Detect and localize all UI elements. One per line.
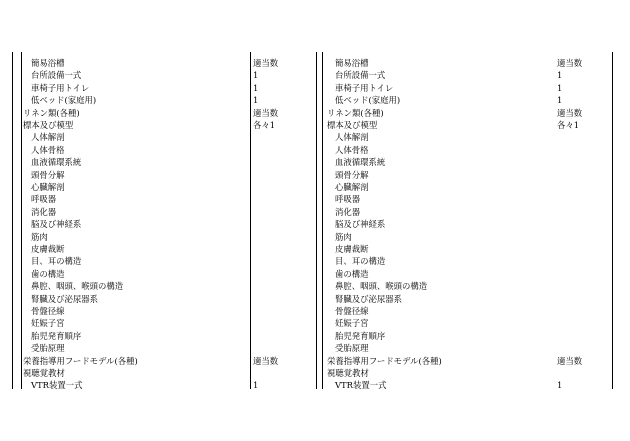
item-name: 頭骨分解	[31, 169, 65, 180]
item-name: 血液循環系統	[31, 157, 82, 168]
table-row	[0, 293, 630, 305]
item-quantity: 1	[557, 380, 563, 391]
table-row	[0, 193, 630, 205]
item-name: 鼻腔、咽頭、喉頭の構造	[335, 281, 428, 292]
table-row	[0, 317, 630, 329]
table-row	[0, 82, 630, 94]
item-name: 脳及び神経系	[335, 219, 386, 230]
table-row	[0, 107, 630, 119]
table-row	[0, 94, 630, 106]
table-row	[0, 144, 630, 156]
table-row	[0, 119, 630, 131]
item-quantity: 適当数	[253, 355, 279, 366]
item-name: 栄養指導用フードモデル(各種)	[327, 355, 442, 366]
item-name: 皮膚裁断	[335, 244, 369, 254]
item-quantity: 1	[253, 70, 259, 81]
table-row	[0, 305, 630, 317]
item-name: 台所設備一式	[31, 70, 82, 81]
item-quantity: 各々1	[557, 120, 580, 130]
table-row	[0, 181, 630, 193]
item-name: VTR装置一式	[31, 380, 83, 391]
item-name: 歯の構造	[335, 268, 369, 279]
table-row	[0, 379, 630, 391]
table-row	[0, 206, 630, 218]
item-name: 受胎原理	[335, 343, 369, 354]
item-name: 妊娠子宮	[335, 318, 369, 329]
table-row	[0, 156, 630, 168]
table-row	[0, 330, 630, 342]
item-name: 腎臓及び泌尿器系	[31, 293, 98, 304]
item-name: 車椅子用トイレ	[335, 82, 394, 93]
item-name: 胎児発育順序	[335, 330, 386, 341]
item-name: 簡易浴槽	[335, 58, 369, 68]
item-name: 皮膚裁断	[31, 244, 65, 254]
item-name: 目、耳の構造	[335, 256, 386, 267]
item-name: 車椅子用トイレ	[31, 82, 90, 93]
item-name: 脳及び神経系	[31, 219, 82, 230]
item-name: 筋肉	[31, 231, 48, 242]
item-quantity: 1	[253, 95, 259, 106]
item-name: 腎臓及び泌尿器系	[335, 293, 402, 304]
item-quantity: 適当数	[557, 58, 583, 68]
item-quantity: 1	[557, 70, 563, 81]
item-name: 人体解剖	[335, 132, 369, 143]
item-quantity: 適当数	[557, 107, 583, 118]
item-name: 歯の構造	[31, 268, 65, 279]
item-name: 消化器	[335, 206, 361, 217]
table-row	[0, 255, 630, 267]
item-name: 心臓解剖	[335, 182, 369, 192]
item-name: 妊娠子宮	[31, 318, 65, 329]
item-name: 人体骨格	[31, 144, 65, 155]
item-name: 鼻腔、咽頭、喉頭の構造	[31, 281, 124, 292]
item-name: 栄養指導用フードモデル(各種)	[23, 355, 138, 366]
item-name: 頭骨分解	[335, 169, 369, 180]
item-name: リネン類(各種)	[327, 107, 384, 118]
table-row	[0, 231, 630, 243]
item-name: 消化器	[31, 206, 57, 217]
item-name: 視聴覚教材	[23, 368, 65, 378]
item-name: 目、耳の構造	[31, 256, 82, 267]
item-name: 呼吸器	[31, 194, 57, 205]
item-name: リネン類(各種)	[23, 107, 80, 118]
item-name: 標本及び模型	[327, 120, 378, 130]
item-name: 受胎原理	[31, 343, 65, 354]
item-name: 低ベッド(家庭用)	[335, 95, 401, 106]
table-row	[0, 355, 630, 367]
item-name: VTR装置一式	[335, 380, 387, 391]
table-row	[0, 268, 630, 280]
item-quantity: 適当数	[253, 107, 279, 118]
item-name: 人体解剖	[31, 132, 65, 143]
table-row	[0, 57, 630, 69]
item-name: 標本及び模型	[23, 120, 74, 130]
table-row	[0, 280, 630, 292]
table-row	[0, 243, 630, 255]
item-quantity: 1	[557, 82, 563, 93]
item-name: 低ベッド(家庭用)	[31, 95, 97, 106]
table-row	[0, 169, 630, 181]
item-quantity: 適当数	[253, 58, 279, 68]
item-name: 視聴覚教材	[327, 368, 369, 378]
table-row	[0, 131, 630, 143]
item-name: 心臓解剖	[31, 182, 65, 192]
item-name: 呼吸器	[335, 194, 361, 205]
item-quantity: 1	[253, 82, 259, 93]
table-row	[0, 218, 630, 230]
item-name: 骨盤径線	[31, 306, 65, 316]
item-quantity: 1	[557, 95, 563, 106]
item-name: 筋肉	[335, 231, 352, 242]
item-name: 胎児発育順序	[31, 330, 82, 341]
item-name: 台所設備一式	[335, 70, 386, 81]
item-name: 血液循環系統	[335, 157, 386, 168]
table-row	[0, 342, 630, 354]
item-quantity: 各々1	[253, 120, 276, 130]
table-row	[0, 367, 630, 379]
item-name: 骨盤径線	[335, 306, 369, 316]
item-name: 人体骨格	[335, 144, 369, 155]
item-name: 簡易浴槽	[31, 58, 65, 68]
item-quantity: 1	[253, 380, 259, 391]
item-quantity: 適当数	[557, 355, 583, 366]
table-row	[0, 69, 630, 81]
